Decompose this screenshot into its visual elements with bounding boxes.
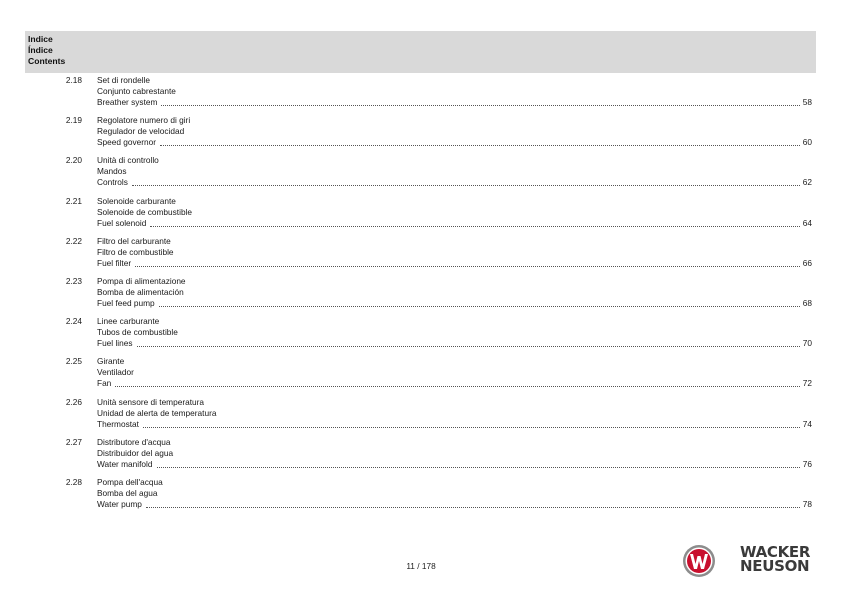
- title-spanish: Distribuidor del agua: [97, 447, 174, 458]
- page-number: 64: [802, 217, 812, 228]
- toc-entry[interactable]: [0, 437, 842, 473]
- page-indicator: 11 / 178: [406, 561, 436, 571]
- title-spanish: Bomba del agua: [97, 488, 158, 498]
- title-english-row: [97, 97, 812, 108]
- title-english: Speed governor: [97, 137, 157, 148]
- section-number: 2.26: [65, 396, 82, 407]
- page-number: 68: [802, 298, 812, 308]
- page-number: 74: [802, 418, 812, 429]
- header-title-es: Índice: [28, 45, 53, 55]
- title-english: Fuel filter: [97, 257, 132, 268]
- section-number: 2.28: [65, 477, 82, 487]
- title-spanish: Filtro de combustible: [97, 246, 174, 257]
- title-english-row: [97, 459, 812, 470]
- leader-dots: [160, 144, 800, 146]
- header-title-en: Contents: [28, 56, 66, 66]
- toc-entry[interactable]: [0, 477, 842, 513]
- title-italian: Regolatore numero di giri: [97, 115, 191, 126]
- title-english: Breather system: [97, 97, 158, 107]
- title-spanish: Conjunto cabrestante: [97, 86, 176, 96]
- title-spanish: Tubos de combustible: [97, 327, 178, 338]
- leader-dots: [150, 225, 799, 227]
- title-english: Thermostat: [97, 418, 139, 429]
- title-italian: Unità di controllo: [97, 155, 159, 166]
- brand-logo-text: [740, 545, 810, 573]
- section-number: 2.21: [65, 195, 82, 206]
- page-number: 58: [802, 97, 812, 107]
- title-english-row: [97, 177, 812, 188]
- title-italian: Filtro del carburante: [97, 235, 171, 246]
- section-number: 2.18: [65, 75, 82, 85]
- wacker-neuson-logo-icon: [682, 544, 716, 578]
- section-number: 2.22: [65, 235, 82, 246]
- leader-dots: [137, 345, 800, 347]
- title-english-row: [97, 137, 812, 148]
- title-italian: Solenoide carburante: [97, 195, 176, 206]
- title-spanish: Bomba de alimentación: [97, 287, 184, 297]
- toc-entry[interactable]: [0, 155, 842, 191]
- title-spanish: Regulador de velocidad: [97, 126, 185, 137]
- title-italian: Linee carburante: [97, 316, 160, 327]
- title-italian: Girante: [97, 356, 125, 367]
- title-english-row: [97, 258, 812, 269]
- toc-entry[interactable]: [0, 75, 842, 111]
- page-number: 66: [802, 257, 812, 268]
- title-spanish: Ventilador: [97, 367, 134, 378]
- toc-header: [25, 31, 816, 73]
- title-english: Controls: [97, 177, 128, 188]
- section-number: 2.27: [65, 436, 82, 447]
- title-italian: Unità sensore di temperatura: [97, 396, 204, 407]
- title-italian: Pompa di alimentazione: [97, 276, 186, 286]
- toc-entry[interactable]: [0, 397, 842, 433]
- toc-entry[interactable]: [0, 115, 842, 151]
- page-number: 60: [802, 137, 812, 148]
- brand-line-2: NEUSON: [740, 557, 810, 575]
- header-title-it: Indice: [28, 34, 53, 44]
- title-english: Fan: [97, 378, 112, 389]
- page-number: 70: [802, 338, 812, 349]
- page-number: 76: [802, 458, 812, 469]
- title-spanish: Unidad de alerta de temperatura: [97, 407, 217, 418]
- section-number: 2.25: [65, 356, 82, 367]
- title-english-row: [97, 338, 812, 349]
- section-number: 2.19: [65, 115, 82, 126]
- leader-dots: [115, 385, 799, 387]
- title-italian: Pompa dell'acqua: [97, 477, 163, 487]
- title-english-row: [97, 298, 812, 309]
- title-italian: Distributore d'acqua: [97, 436, 171, 447]
- leader-dots: [161, 104, 799, 106]
- toc-entry[interactable]: [0, 356, 842, 392]
- title-english-row: [97, 419, 812, 430]
- title-spanish: Mandos: [97, 166, 127, 177]
- section-number: 2.23: [65, 276, 82, 286]
- title-english-row: [97, 499, 812, 510]
- brand-line-1: WACKER: [740, 543, 811, 561]
- toc-entry[interactable]: [0, 276, 842, 312]
- section-number: 2.20: [65, 155, 82, 166]
- title-spanish: Solenoide de combustible: [97, 206, 193, 217]
- leader-dots: [135, 265, 800, 267]
- title-english: Water manifold: [97, 458, 153, 469]
- title-english-row: [97, 218, 812, 229]
- toc-entry[interactable]: [0, 316, 842, 352]
- title-english: Fuel lines: [97, 338, 133, 349]
- title-english: Water pump: [97, 499, 142, 509]
- leader-dots: [132, 184, 800, 186]
- section-number: 2.24: [65, 316, 82, 327]
- page-number: 62: [802, 177, 812, 188]
- page-number: 72: [802, 378, 812, 389]
- title-english-row: [97, 378, 812, 389]
- leader-dots: [143, 426, 800, 428]
- toc-entry[interactable]: [0, 236, 842, 272]
- page-number: 78: [802, 499, 812, 509]
- leader-dots: [146, 506, 800, 508]
- leader-dots: [159, 305, 800, 307]
- title-english: Fuel feed pump: [97, 298, 155, 308]
- leader-dots: [157, 466, 800, 468]
- title-english: Fuel solenoid: [97, 217, 147, 228]
- toc-entry[interactable]: [0, 196, 842, 232]
- title-italian: Set di rondelle: [97, 75, 151, 85]
